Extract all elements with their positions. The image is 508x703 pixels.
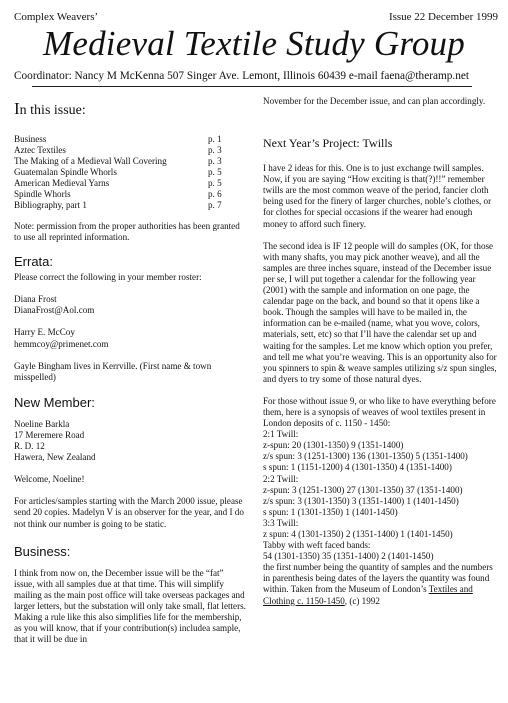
weave-synopsis — [263, 429, 497, 562]
synopsis-line: 2:2 Twill: — [263, 473, 299, 484]
toc-title: American Medieval Yarns — [14, 178, 110, 188]
member-address: Noeline Barkla 17 Meremere Road R. D. 12 Hawera, New Zealand — [14, 418, 96, 463]
toc-page: p. 5 — [208, 178, 222, 188]
project-paragraph-1: I have 2 ideas for this. One is to just exchange twill samples. Now, if you are saying “How exciting is that(?)!!” remember twills are the most common weave of the period, fancier cloth being used for the finery of larger churches, noble’s clothes, or for clothes for special occasions if the wearer had enough money to afford such finery. — [263, 163, 492, 229]
toc-page: p. 5 — [208, 167, 222, 177]
toc-entry — [14, 200, 246, 211]
synopsis-line: z spun: 4 (1301-1350) 2 (1351-1400) 1 (1401-1450) — [263, 529, 453, 539]
welcome-text: Welcome, Noeline! — [14, 474, 85, 485]
toc-page: p. 3 — [208, 145, 222, 155]
contact-entry: Harry E. McCoy hemmcoy@primenet.com — [14, 327, 109, 349]
right-column — [263, 96, 497, 618]
newsletter-title: Medieval Textile Study Group — [43, 24, 465, 63]
errata-intro: Please correct the following in your member roster: — [14, 272, 202, 283]
toc-entry — [14, 145, 246, 156]
issue-date: Issue 22 December 1999 — [388, 11, 498, 23]
toc-title: Aztec Textiles — [14, 145, 66, 155]
business-heading: Business: — [14, 543, 71, 559]
toc-entry — [14, 178, 246, 189]
toc-title: Spindle Whorls — [14, 189, 71, 199]
project-paragraph-3: For those without issue 9, or who like to have everything before them, here is a synopsis of weaves of wool textiles present in London deposits of c. 1150 - 1450: — [263, 395, 496, 429]
contact-entry: Diana Frost DianaFrost@Aol.com — [14, 294, 95, 316]
synopsis-line: s spun: 1 (1151-1200) 4 (1301-1350) 4 (1351-1400) — [263, 462, 452, 473]
toc-title: The Making of a Medieval Wall Covering — [14, 156, 167, 166]
gayle-correction: Gayle Bingham lives in Kerrville. (First name & town misspelled) — [14, 360, 212, 382]
synopsis-line: z/s spun: 3 (1251-1300) 136 (1301-1350) 5 (1351-1400) — [263, 451, 468, 462]
continued-text: November for the December issue, and can plan accordingly. — [263, 96, 486, 106]
left-column — [14, 96, 246, 656]
synopsis-line: z/s spun: 3 (1301-1350) 3 (1351-1400) 1 (1401-1450) — [263, 495, 459, 506]
project-heading: Next Year’s Project: Twills — [263, 136, 393, 151]
closing-paragraph: the first number being the quantity of samples and the numbers in parenthesis being dates of the layers the quantity was found within. Taken from the Museum of London’s Textiles and Clothing c. 1150-1450, (c) 1992 — [263, 562, 493, 606]
toc-title: Business — [14, 134, 47, 144]
toc-page: p. 7 — [208, 200, 222, 210]
synopsis-line: z-spun: 3 (1251-1300) 27 (1301-1350) 37 (1351-1400) — [263, 484, 463, 495]
toc-entry — [14, 134, 246, 145]
toc-title: Guatemalan Spindle Whorls — [14, 167, 117, 177]
toc-page: p. 6 — [208, 189, 222, 199]
toc-entry — [14, 167, 246, 178]
book-title-link: Textiles and Clothing c. 1150-1450 — [263, 584, 473, 606]
synopsis-line: 54 (1301-1350) 35 (1351-1400) 2 (1401-1450) — [263, 551, 434, 562]
toc-page: p. 3 — [208, 156, 222, 166]
synopsis-line: z-spun: 20 (1301-1350) 9 (1351-1400) — [263, 440, 404, 451]
synopsis-line: s spun: 1 (1301-1350) 1 (1401-1450) — [263, 506, 398, 517]
toc-entry — [14, 156, 246, 167]
new-member-heading: New Member: — [14, 394, 95, 410]
coordinator-line: Coordinator: Nancy M McKenna 507 Singer Ave. Lemont, Illinois 60439 e-mail faena@theramp.net — [14, 70, 470, 82]
in-this-issue-heading: In this issue: — [14, 99, 86, 118]
project-paragraph-2: The second idea is IF 12 people will do samples (OK, for those with many shafts, you may pick another weave), and all the samples are three inches square, instead of the December issue per se, I will put together a calendar for the following year (2001) with the sample and information on one page, the calendar page on the back, and bound so that it opens like a book. Though the samples will have to be mailed in, the information can be e-mailed (name, what you wove, colors, materials, sett, etc) so that I’ll have the calendar set up and waiting for the samples. Let me know which option you prefer, and tell me what you’re weaving. This is an opportunity also for you spinners to spin & weave samples utilizing s/z spun singles, and dyers to try some of those natural dyes. — [263, 240, 497, 384]
publisher-name: Complex Weavers’ — [14, 11, 99, 23]
errata-heading: Errata: — [14, 254, 54, 270]
toc-entry — [14, 189, 246, 200]
articles-note: For articles/samples starting with the March 2000 issue, please send 20 copies. Madelyn V is an observer for the year, and I do not think our number is going to be static. — [14, 496, 244, 529]
toc-title: Bibliography, part 1 — [14, 200, 87, 210]
synopsis-line: 3:3 Twill: — [263, 517, 299, 528]
table-of-contents — [14, 134, 246, 211]
synopsis-line: 2:1 Twill: — [263, 429, 299, 440]
synopsis-line: Tabby with weft faced bands: — [263, 540, 371, 551]
business-text: I think from now on, the December issue will be the “fat” issue, with all samples due at that time. This will simplify mailing as the main post office will take overseas packages and larger letters, but the substation will only take small, flat letters. Making a rule like this also simplifies life for the membership, as you will know, that if your contribution(s) includea sample, that it will be due in — [14, 567, 246, 645]
toc-page: p. 1 — [208, 134, 222, 144]
header-rule — [32, 86, 472, 87]
permission-note: Note: permission from the proper authorities has been granted to use all reprinted information. — [14, 221, 240, 243]
